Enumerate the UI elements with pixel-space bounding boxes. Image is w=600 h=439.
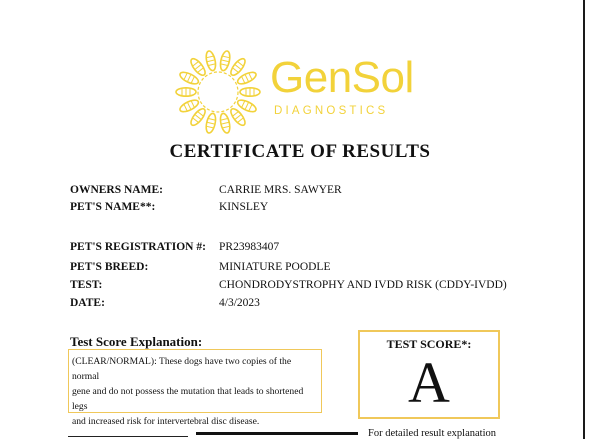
- date-label: DATE:: [70, 297, 105, 309]
- pets-name-value: KINSLEY: [219, 201, 269, 213]
- explanation-line: (CLEAR/NORMAL): These dogs have two copies of the normal: [72, 356, 292, 382]
- date-value: 4/3/2023: [219, 297, 260, 309]
- test-label: TEST:: [70, 279, 103, 291]
- owners-name-label: OWNERS NAME:: [70, 184, 163, 196]
- gensol-logo: [172, 46, 414, 138]
- breed-label: PET'S BREED:: [70, 261, 149, 273]
- logo-brand-text: GenSol: [270, 53, 414, 102]
- footer-left-rule: [68, 436, 188, 437]
- explanation-line: gene and do not possess the mutation that leads to shortened legs: [72, 386, 304, 412]
- registration-label: PET'S REGISTRATION #:: [70, 241, 206, 253]
- test-score-label: TEST SCORE*:: [386, 337, 472, 351]
- explanation-line: and increased risk for intervertebral disc disease.: [72, 416, 260, 427]
- test-score-box: [358, 330, 500, 419]
- breed-value: MINIATURE POODLE: [219, 261, 331, 273]
- explanation-heading: Test Score Explanation:: [70, 334, 203, 349]
- footer-rule: [196, 432, 358, 435]
- explanation-box: [68, 349, 322, 427]
- logo-tagline: DIAGNOSTICS: [274, 105, 389, 117]
- footer-text: For detailed result explanation: [368, 428, 497, 439]
- pets-name-label: PET'S NAME**:: [70, 201, 156, 213]
- test-score-value: A: [408, 350, 450, 415]
- registration-value: PR23983407: [219, 241, 280, 253]
- test-value: CHONDRODYSTROPHY AND IVDD RISK (CDDY-IVDD): [219, 279, 507, 291]
- sun-helix-icon: [172, 46, 268, 138]
- page-edge-rule: [583, 0, 585, 439]
- certificate-title: CERTIFICATE OF RESULTS: [169, 141, 431, 162]
- owners-name-value: CARRIE MRS. SAWYER: [219, 184, 342, 196]
